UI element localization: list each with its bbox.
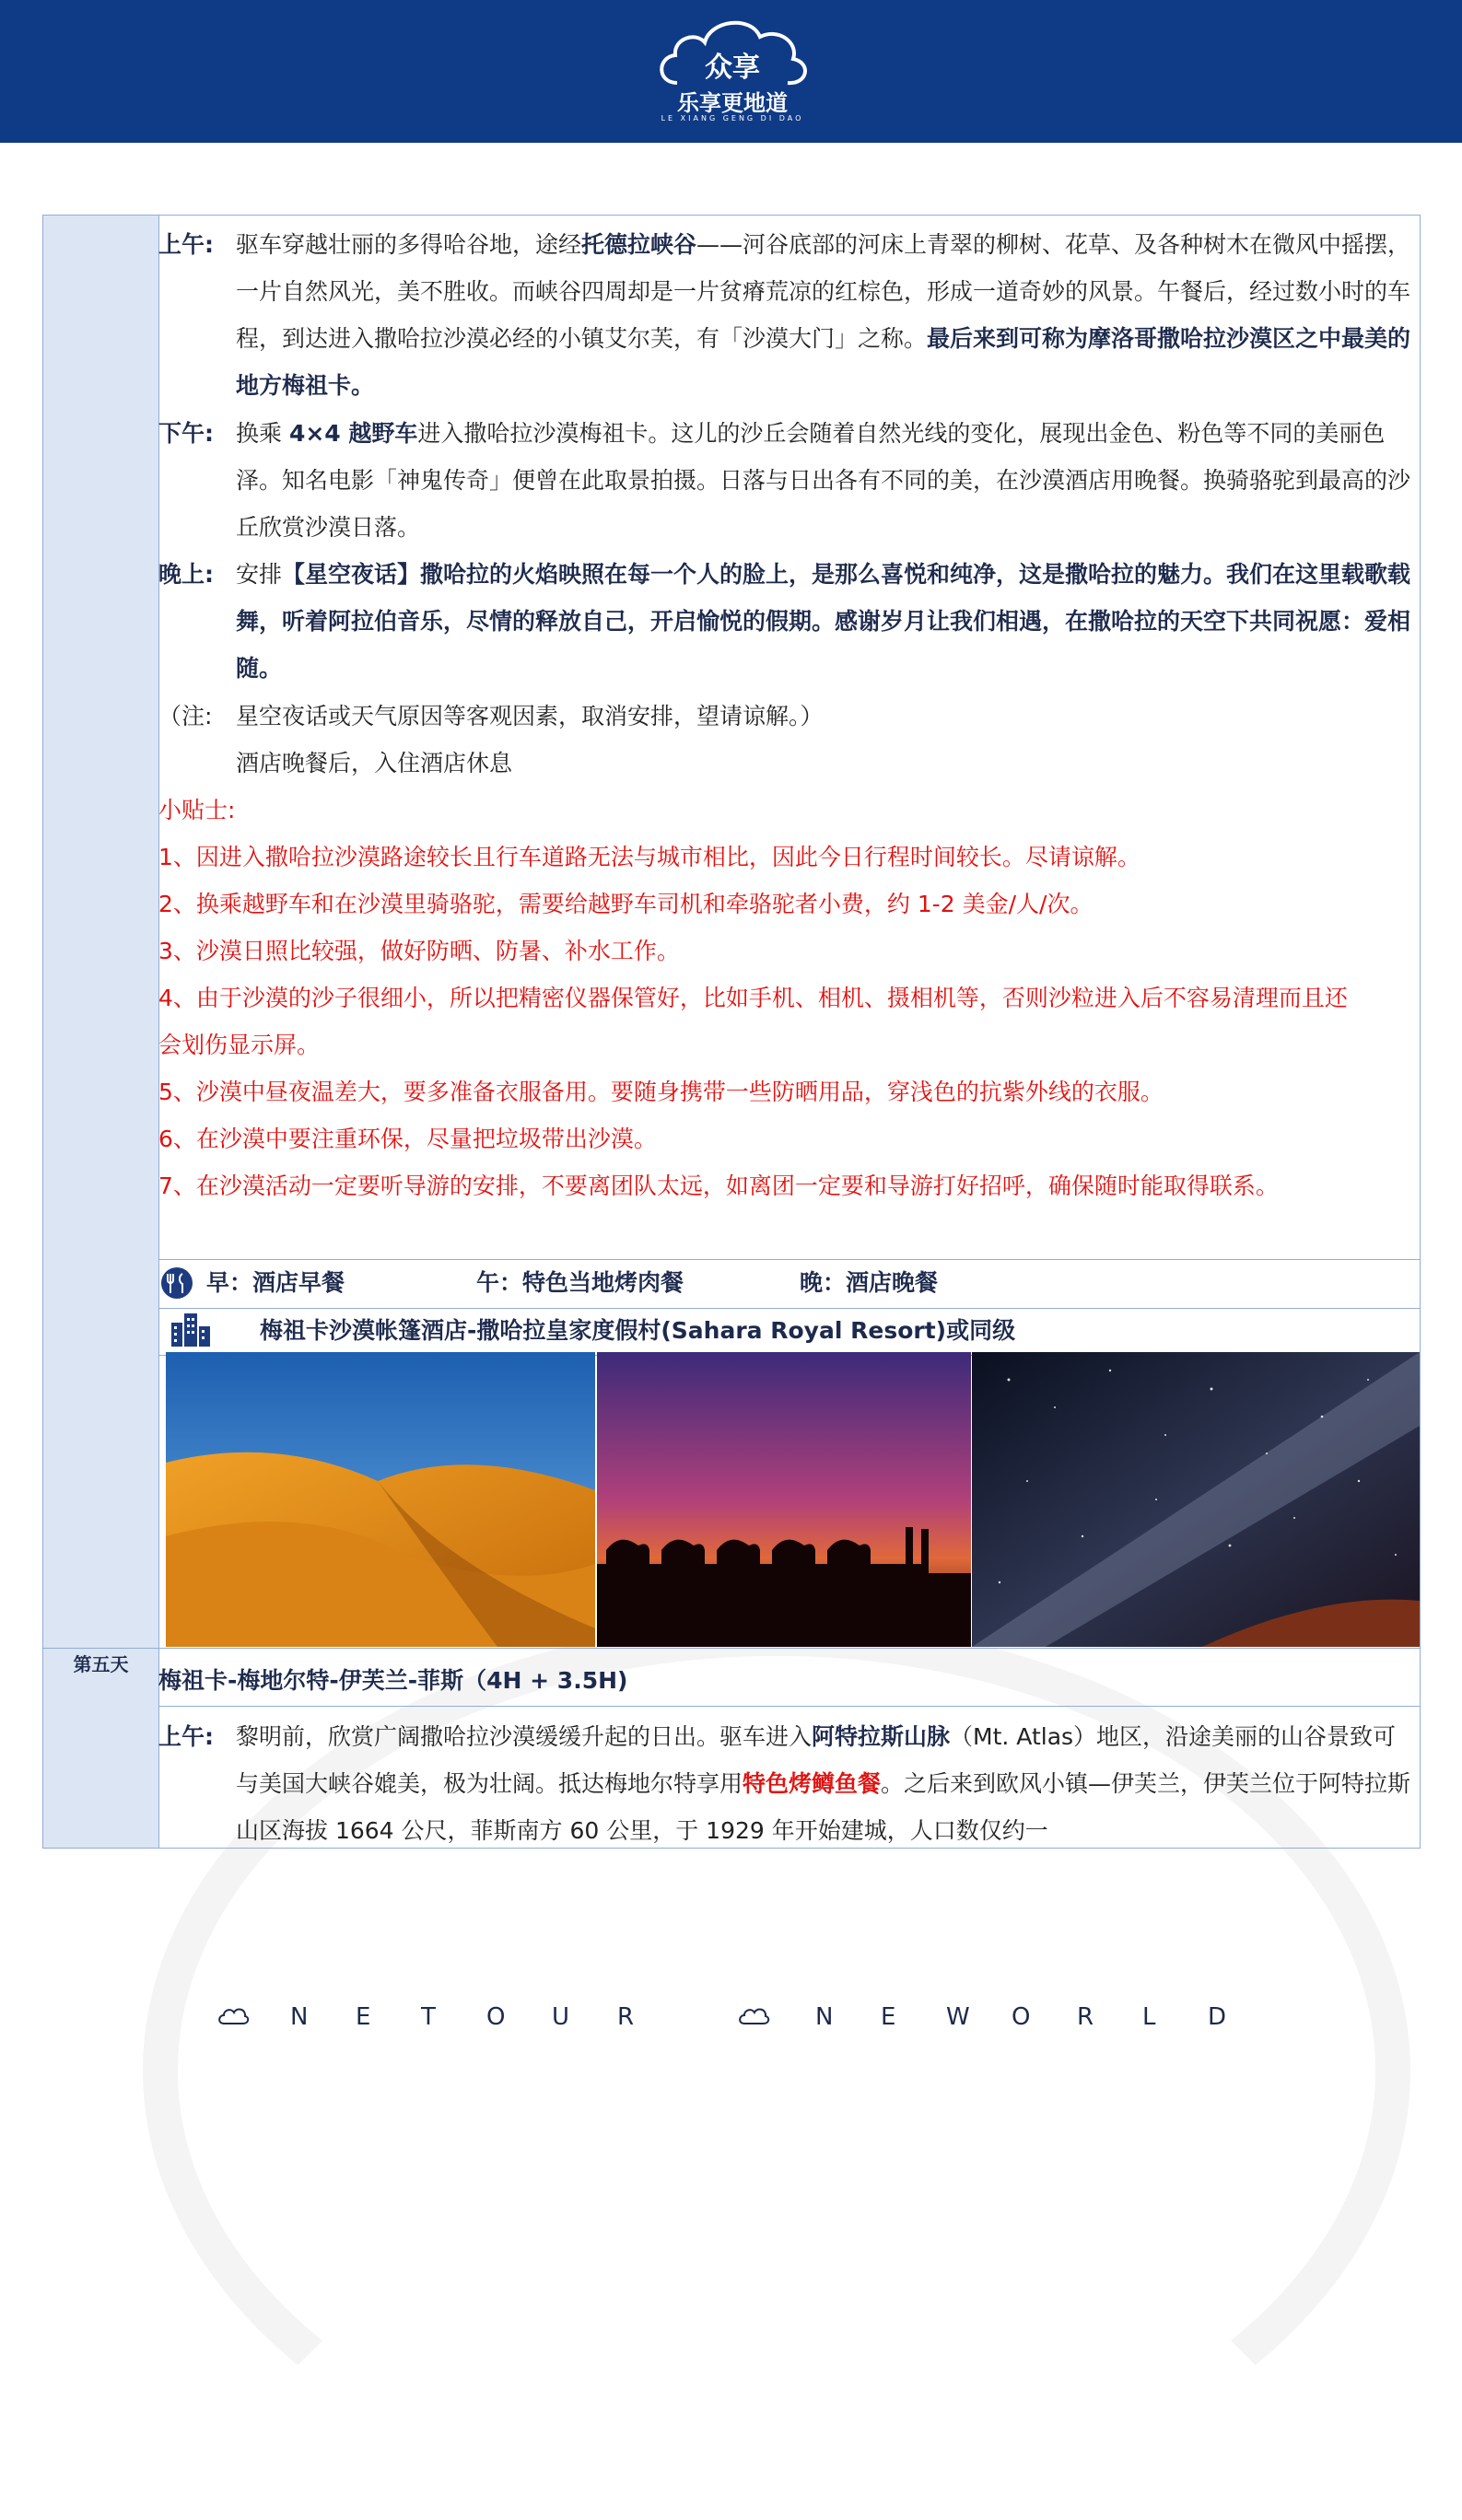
brand-name: 众享 bbox=[705, 52, 760, 84]
text: 安排 bbox=[236, 561, 283, 588]
camel-caravan-photo bbox=[597, 1352, 971, 1647]
text: ——河谷底部的河床上青翠的柳树、花草、及各种树木在微风中摇摆，一片自然风光，美不胜收。而峡谷四周却是一片贫瘠荒凉的红棕色，形成一道奇妙的风景。午餐后，经过数小时的车程，到达进入撒哈拉沙漠必经的小镇艾尔芙，有「沙漠大门」之称。 bbox=[236, 231, 1411, 352]
footer-word-netour bbox=[290, 1994, 683, 2040]
highlight: 【星空夜话】撒哈拉的火焰映照在每一个人的脸上，是那么喜悦和纯净，这是撒哈拉的魅力。我们在这里载歌载舞，听着阿拉伯音乐，尽情的释放自己，开启愉悦的假期。感谢岁月让我们相遇，在撒哈拉的天空下共同祝愿：爱相随。 bbox=[236, 561, 1411, 682]
letter: O bbox=[486, 2003, 506, 2031]
letter: R bbox=[1077, 2003, 1094, 2031]
divider bbox=[43, 1648, 1420, 1649]
milky-way-photo bbox=[972, 1352, 1420, 1647]
brand-pinyin: LE XIANG GENG DI DAO bbox=[661, 114, 804, 122]
note2-section bbox=[158, 740, 1421, 787]
day5-morning-text bbox=[236, 1713, 1415, 1854]
morning-text bbox=[236, 221, 1415, 409]
day5-morning-section bbox=[158, 1713, 1421, 1856]
dining-icon bbox=[160, 1266, 193, 1300]
note-section bbox=[158, 693, 1421, 740]
highlight: 4×4 越野车 bbox=[288, 420, 418, 447]
dinner: 晚：酒店晚餐 bbox=[800, 1269, 939, 1296]
evening-section bbox=[158, 551, 1421, 694]
breakfast: 早：酒店早餐 bbox=[206, 1269, 345, 1296]
letter: U bbox=[552, 2003, 570, 2031]
evening-label: 晚上: bbox=[158, 561, 214, 588]
letter: E bbox=[356, 2003, 371, 2031]
tips-title: 小贴士: bbox=[158, 797, 236, 823]
highlight: 最后来到可称为摩洛哥撒哈拉沙漠区之中最美的地方梅祖卡。 bbox=[236, 325, 1411, 399]
text: 驱车穿越壮丽的多得哈谷地，途经 bbox=[236, 231, 582, 258]
tip-item: 2、换乘越野车和在沙漠里骑骆驼，需要给越野车司机和牵骆驼者小费，约 1-2 美金/人/次。 bbox=[158, 891, 1094, 917]
letter: N bbox=[815, 2003, 834, 2031]
letter: N bbox=[290, 2003, 309, 2031]
hotel-name: 梅祖卡沙漠帐篷酒店-撒哈拉皇家度假村(Sahara Royal Resort)或同级 bbox=[260, 1317, 1016, 1344]
morning-section bbox=[158, 221, 1421, 411]
letter: T bbox=[421, 2003, 436, 2031]
text: （Mt. Atlas）地区，沿途美丽的山谷景致可与美国大峡谷媲美，极为壮阔。抵达梅地尔特享用 bbox=[236, 1723, 1397, 1797]
meals-row bbox=[158, 1259, 1421, 1307]
letter: W bbox=[946, 2003, 970, 2031]
tip-item: 3、沙漠日照比较强，做好防晒、防暑、补水工作。 bbox=[158, 938, 680, 964]
afternoon-section bbox=[158, 410, 1421, 553]
tip-item: 4、由于沙漠的沙子很细小，所以把精密仪器保管好，比如手机、相机、摄相机等，否则沙粒进入后不容易清理而且还会划伤显示屏。 bbox=[158, 985, 1348, 1058]
day5-label: 第五天 bbox=[73, 1653, 129, 1675]
highlight: 托德拉峡谷 bbox=[581, 231, 697, 258]
letter: L bbox=[1142, 2003, 1156, 2031]
divider bbox=[159, 1706, 1420, 1707]
highlight-red: 特色烤鳟鱼餐 bbox=[743, 1770, 882, 1797]
brand-slogan: 乐享更地道 bbox=[677, 90, 788, 116]
afternoon-label: 下午: bbox=[158, 420, 214, 447]
letter: E bbox=[881, 2003, 896, 2031]
hotel-row bbox=[158, 1308, 1421, 1354]
lunch: 午：特色当地烤肉餐 bbox=[476, 1269, 684, 1296]
sand-dunes-photo bbox=[166, 1352, 595, 1647]
cloud-icon bbox=[216, 2005, 250, 2027]
text: 进入撒哈拉沙漠梅祖卡。这儿的沙丘会随着自然光线的变化，展现出金色、粉色等不同的美丽色泽。知名电影「神鬼传奇」便曾在此取景拍摄。日落与日出各有不同的美，在沙漠酒店用晚餐。换骑骆驼到最高的沙丘欣赏沙漠日落。 bbox=[236, 420, 1411, 541]
page-header bbox=[0, 0, 1462, 143]
tip-item: 5、沙漠中昼夜温差大，要多准备衣服备用。要随身携带一些防晒用品，穿浅色的抗紫外线的衣服。 bbox=[158, 1079, 1164, 1105]
day5-morning-label: 上午: bbox=[158, 1723, 214, 1750]
tip-item: 7、在沙漠活动一定要听导游的安排，不要离团队太远，如离团一定要和导游打好招呼，确保随时能取得联系。 bbox=[158, 1172, 1279, 1199]
cloud-icon bbox=[737, 2005, 770, 2027]
evening-text bbox=[236, 551, 1415, 692]
tip-item: 6、在沙漠中要注重环保，尽量把垃圾带出沙漠。 bbox=[158, 1126, 657, 1152]
letter: D bbox=[1208, 2003, 1227, 2031]
footer-word-neworld bbox=[815, 1994, 1273, 2040]
day-column bbox=[43, 216, 159, 1848]
text: 换乘 bbox=[236, 420, 289, 447]
note2-text: 酒店晚餐后，入住酒店休息 bbox=[236, 750, 513, 776]
tip-item: 1、因进入撒哈拉沙漠路途较长且行车道路无法与城市相比，因此今日行程时间较长。尽请谅解。 bbox=[158, 844, 1140, 870]
afternoon-text bbox=[236, 410, 1415, 551]
letter: O bbox=[1012, 2003, 1031, 2031]
page-footer bbox=[0, 1994, 1462, 2040]
text: 。之后来到欧风小镇—伊芙兰，伊芙兰位于阿特拉斯山区海拔 1664 公尺，菲斯南方 60 公里，于 1929 年开始建城，人口数仅约一 bbox=[236, 1770, 1411, 1844]
hotel-building-icon bbox=[170, 1312, 212, 1348]
day5-title: 梅祖卡-梅地尔特-伊芙兰-菲斯（4H + 3.5H) bbox=[158, 1667, 628, 1694]
note-label: （注: bbox=[158, 703, 213, 729]
highlight: 阿特拉斯山脉 bbox=[812, 1723, 951, 1750]
note-text: 星空夜话或天气原因等客观因素，取消安排，望请谅解。） bbox=[236, 703, 824, 729]
text: 黎明前，欣赏广阔撒哈拉沙漠缓缓升起的日出。驱车进入 bbox=[236, 1723, 813, 1750]
letter: R bbox=[617, 2003, 635, 2031]
morning-label: 上午: bbox=[158, 231, 214, 258]
brand-logo bbox=[649, 11, 815, 129]
